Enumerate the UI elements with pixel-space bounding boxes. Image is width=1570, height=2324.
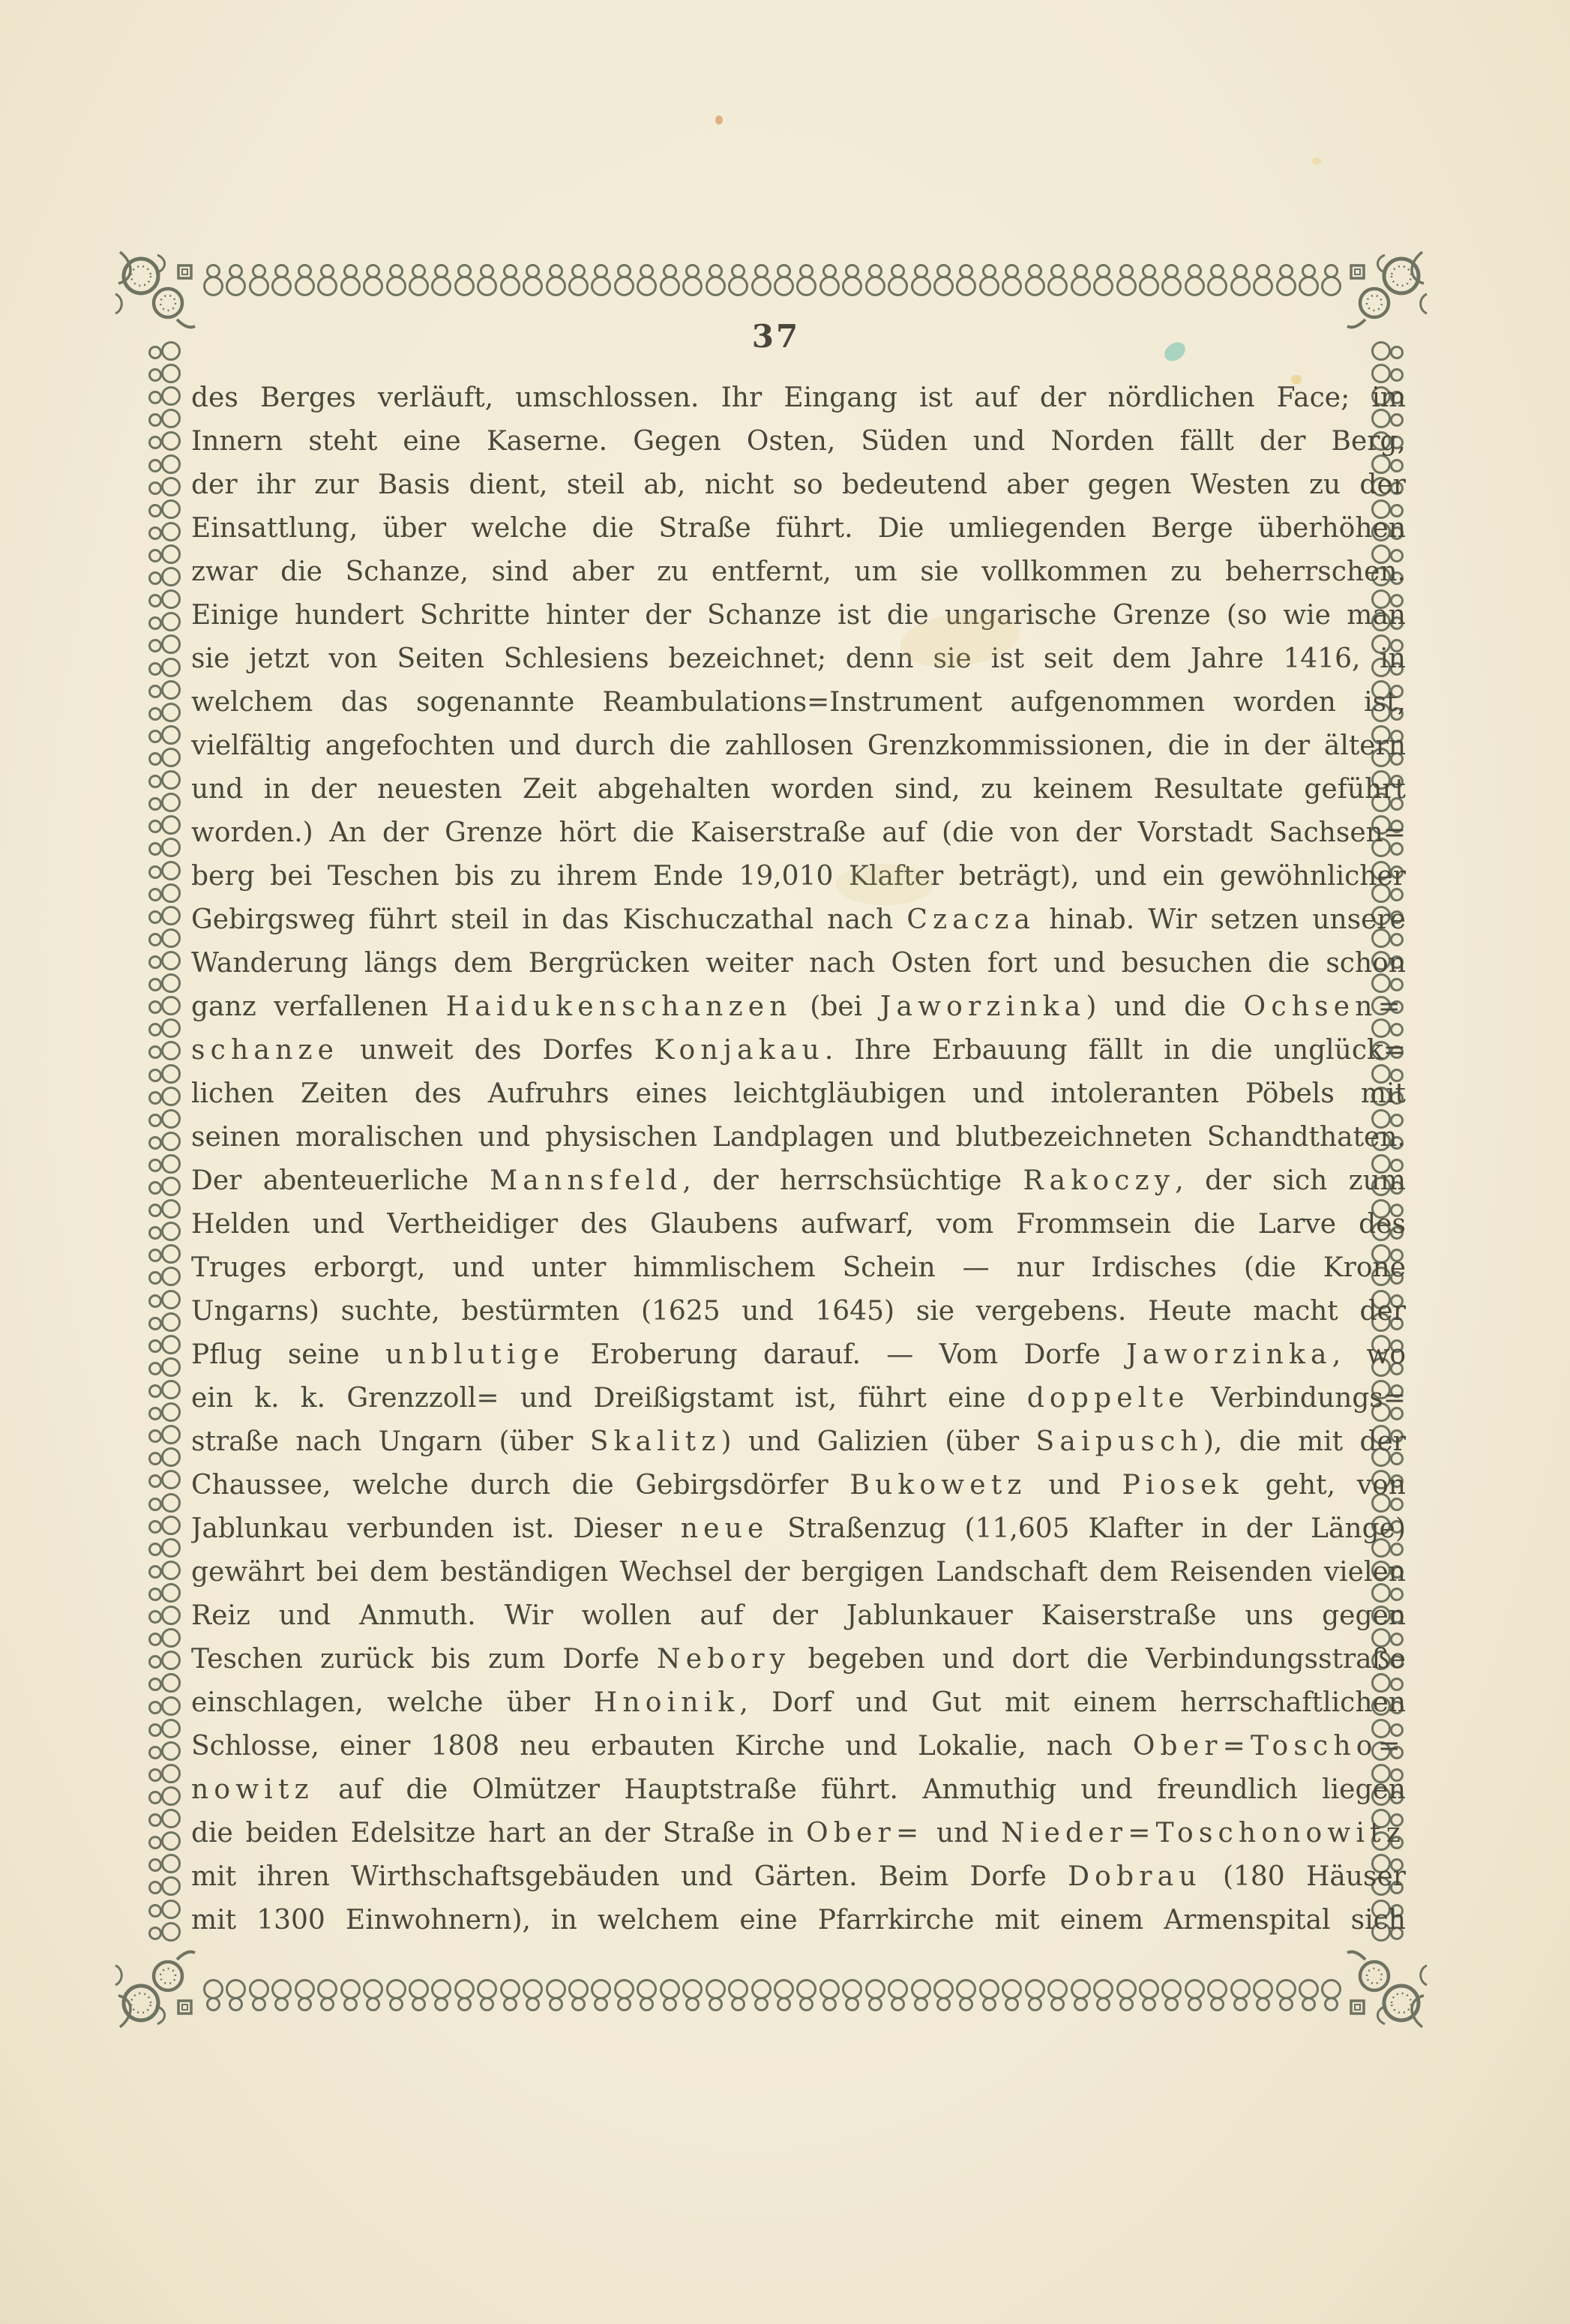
text-line-13: Gebirgsweg führt steil in das Kischuczathal nach Czacza hinab. Wir setzen unsere — [191, 904, 1406, 935]
chain-link — [658, 1978, 680, 2012]
chain-link — [149, 339, 184, 361]
text-line-2: Innern steht eine Kaserne. Gegen Osten, Süden und Norden fällt der Berg, — [191, 426, 1406, 457]
chain-link — [149, 565, 184, 587]
chain-link — [1296, 263, 1319, 298]
chain-link — [149, 1333, 184, 1355]
text-line-15: ganz verfallenen Haidukenschanzen (bei Jaworzinka) und die Ochsen= — [191, 991, 1406, 1022]
chain-link — [149, 971, 184, 994]
chain-link — [149, 587, 184, 610]
chain-link — [149, 1581, 184, 1603]
letterspaced-word: Jaworzinka — [879, 991, 1086, 1022]
chain-link — [361, 263, 383, 298]
chain-link — [149, 1355, 184, 1378]
text-line-5: zwar die Schanze, sind aber zu entfernt, um sie vollkommen zu beherrschen. — [191, 556, 1406, 587]
border-chain-left — [148, 339, 184, 1942]
chain-link — [680, 1978, 703, 2012]
chain-link — [1182, 263, 1205, 298]
chain-link — [149, 1445, 184, 1468]
chain-link — [566, 263, 589, 298]
chain-link — [1091, 1978, 1113, 2012]
text-line-14: Wanderung längs dem Bergrücken weiter nach Osten fort und besuchen die schon — [191, 948, 1406, 979]
chain-link — [149, 1897, 184, 1920]
letterspaced-word: Ober=Toscho= — [1132, 1731, 1406, 1762]
chain-link — [338, 263, 361, 298]
chain-link — [840, 1978, 862, 2012]
corner-ornament-bottom-right — [1344, 1944, 1430, 2030]
chain-link — [149, 1762, 184, 1784]
chain-link — [149, 678, 184, 700]
letterspaced-word: Nebory — [657, 1644, 791, 1675]
text-line-24: ein k. k. Grenzzoll= und Dreißigstamt ist, führt eine doppelte Verbindungs= — [191, 1383, 1406, 1414]
chain-link — [498, 1978, 520, 2012]
chain-link — [149, 1739, 184, 1762]
chain-link — [149, 1264, 184, 1287]
chain-link — [1159, 263, 1182, 298]
chain-link — [452, 263, 475, 298]
chain-link — [149, 926, 184, 949]
text-line-18: seinen moralischen und physischen Landplagen und blutbezeichneten Schandthaten. — [191, 1122, 1406, 1153]
letterspaced-word: Dobrau — [1068, 1861, 1202, 1892]
chain-link — [149, 859, 184, 881]
chain-link — [149, 1084, 184, 1107]
chain-link — [149, 1558, 184, 1581]
chain-link — [292, 1978, 315, 2012]
text-line-3: der ihr zur Basis dient, steil ab, nicht so bedeutend aber gegen Westen zu der — [191, 469, 1406, 500]
chain-link — [149, 406, 184, 429]
chain-link — [149, 1626, 184, 1648]
chain-link — [1368, 339, 1403, 361]
chain-link — [703, 263, 726, 298]
letterspaced-word: Haidukenschanzen — [445, 991, 792, 1022]
chain-link — [589, 263, 611, 298]
text-line-8: welchem das sogenannte Reambulations=Instrument aufgenommen worden ist, — [191, 687, 1406, 718]
chain-link — [149, 361, 184, 384]
letterspaced-word: Skalitz — [589, 1426, 721, 1457]
chain-link — [498, 263, 520, 298]
chain-link — [149, 1016, 184, 1039]
text-line-19: Der abenteuerliche Mannsfeld, der herrschsüchtige Rakoczy, der sich zum — [191, 1165, 1406, 1196]
chain-link — [1274, 263, 1296, 298]
chain-link — [149, 1400, 184, 1423]
chain-link — [1068, 263, 1091, 298]
chain-link — [149, 1717, 184, 1739]
chain-link — [149, 881, 184, 904]
chain-link — [520, 263, 543, 298]
chain-link — [149, 1242, 184, 1264]
body-text — [191, 376, 1406, 1942]
chain-link — [149, 384, 184, 406]
letterspaced-word: Rakoczy — [1023, 1165, 1176, 1196]
text-line-25: straße nach Ungarn (über Skalitz) und Galizien (über Saipusch), die mit der — [191, 1426, 1406, 1457]
chain-link — [149, 1039, 184, 1061]
chain-link — [931, 1978, 954, 2012]
chain-link — [703, 1978, 726, 2012]
letterspaced-word: schanze — [191, 1035, 340, 1066]
text-line-6: Einige hundert Schritte hinter der Schanze ist die ungarische Grenze (so wie man — [191, 600, 1406, 631]
chain-link — [1205, 263, 1227, 298]
text-line-16: schanze unweit des Dorfes Konjakau. Ihre Erbauung fällt in die unglück= — [191, 1035, 1406, 1066]
letterspaced-word: Hnoinik — [593, 1687, 740, 1718]
corner-ornament-top-left — [112, 249, 199, 335]
chain-link — [634, 263, 657, 298]
chain-link — [954, 1978, 976, 2012]
chain-link — [612, 263, 634, 298]
text-line-34: die beiden Edelsitze hart an der Straße in Ober= und Nieder=Toschonowitz — [191, 1818, 1406, 1849]
chain-link — [1205, 1978, 1227, 2012]
chain-link — [149, 768, 184, 790]
text-line-11: worden.) An der Grenze hört die Kaiserstraße auf (die von der Vorstadt Sachsen= — [191, 817, 1406, 848]
chain-link — [954, 263, 976, 298]
chain-link — [149, 745, 184, 768]
text-line-22: Ungarns) suchte, bestürmten (1625 und 1645) sie vergebens. Heute macht der — [191, 1296, 1406, 1327]
chain-link — [1045, 263, 1068, 298]
chain-link — [338, 1978, 361, 2012]
chain-link — [1114, 263, 1137, 298]
chain-link — [931, 263, 954, 298]
chain-link — [612, 1978, 634, 2012]
chain-link — [149, 1219, 184, 1242]
chain-link — [589, 1978, 611, 2012]
chain-link — [149, 542, 184, 565]
chain-link — [149, 1671, 184, 1693]
chain-link — [223, 263, 246, 298]
chain-link — [475, 263, 497, 298]
chain-link — [149, 723, 184, 745]
chain-link — [1159, 1978, 1182, 2012]
text-line-17: lichen Zeiten des Aufruhrs eines leichtgläubigen und intoleranten Pöbels mit — [191, 1078, 1406, 1109]
text-line-23: Pflug seine unblutige Eroberung darauf. — Vom Dorfe Jaworzinka, wo — [191, 1339, 1406, 1370]
chain-link — [680, 263, 703, 298]
chain-link — [1137, 263, 1159, 298]
chain-link — [429, 1978, 451, 2012]
chain-link — [863, 263, 885, 298]
chain-link — [149, 632, 184, 655]
chain-link — [658, 263, 680, 298]
chain-link — [149, 655, 184, 678]
chain-link — [999, 1978, 1022, 2012]
chain-link — [149, 1920, 184, 1942]
chain-link — [149, 1107, 184, 1129]
chain-link — [149, 1784, 184, 1807]
chain-link — [1274, 1978, 1296, 2012]
chain-link — [149, 1874, 184, 1897]
chain-link — [149, 1423, 184, 1445]
chain-link — [772, 263, 794, 298]
chain-link — [1114, 1978, 1137, 2012]
text-line-21: Truges erborgt, und unter himmlischem Schein — nur Irdisches (die Krone — [191, 1252, 1406, 1283]
chain-link — [149, 1829, 184, 1852]
chain-link — [909, 263, 931, 298]
chain-link — [149, 949, 184, 971]
chain-link — [149, 1694, 184, 1717]
chain-link — [840, 263, 862, 298]
chain-link — [292, 263, 315, 298]
chain-link — [1319, 1978, 1341, 2012]
text-line-4: Einsattlung, über welche die Straße führt. Die umliegenden Berge überhöhen — [191, 513, 1406, 544]
text-line-1: des Berges verläuft, umschlossen. Ihr Eingang ist auf der nördlichen Face; im — [191, 382, 1406, 413]
chain-link — [269, 263, 292, 298]
letterspaced-word: Saipusch — [1035, 1426, 1203, 1457]
chain-link — [885, 1978, 908, 2012]
chain-link — [452, 1978, 475, 2012]
chain-link — [149, 610, 184, 632]
chain-link — [247, 1978, 269, 2012]
chain-link — [149, 1197, 184, 1219]
text-line-29: Reiz und Anmuth. Wir wollen auf der Jablunkauer Kaiserstraße uns gegen — [191, 1600, 1406, 1631]
corner-ornament-bottom-left — [112, 1944, 199, 2030]
letterspaced-word: Konjakau — [654, 1035, 825, 1066]
chain-link — [149, 1648, 184, 1671]
chain-link — [149, 497, 184, 520]
chain-link — [149, 1513, 184, 1536]
text-line-12: berg bei Teschen bis zu ihrem Ende 19,010 Klafter beträgt), und ein gewöhnlicher — [191, 861, 1406, 892]
chain-link — [1251, 263, 1273, 298]
chain-link — [1228, 1978, 1251, 2012]
letterspaced-word: nowitz — [191, 1774, 314, 1805]
chain-link — [794, 1978, 816, 2012]
letterspaced-word: Piosek — [1122, 1470, 1244, 1501]
chain-link — [384, 263, 406, 298]
chain-link — [1045, 1978, 1068, 2012]
chain-link — [149, 813, 184, 835]
chain-link — [544, 263, 566, 298]
chain-link — [1023, 263, 1045, 298]
chain-link — [201, 1978, 223, 2012]
chain-link — [247, 263, 269, 298]
chain-link — [149, 1310, 184, 1333]
chain-link — [726, 1978, 748, 2012]
letterspaced-word: Nieder=Toschonowitz — [1001, 1818, 1406, 1849]
text-line-31: einschlagen, welche über Hnoinik, Dorf und Gut mit einem herrschaftlichen — [191, 1687, 1406, 1718]
chain-link — [817, 263, 840, 298]
chain-link — [1137, 1978, 1159, 2012]
text-line-35: mit ihren Wirthschaftsgebäuden und Gärten. Beim Dorfe Dobrau (180 Häuser — [191, 1861, 1406, 1892]
letterspaced-word: unblutige — [385, 1339, 565, 1370]
stain-mark — [1312, 157, 1321, 165]
chain-link — [149, 994, 184, 1016]
chain-link — [149, 1807, 184, 1829]
letterspaced-word: Mannsfeld — [490, 1165, 683, 1196]
letterspaced-word: Jaworzinka — [1126, 1339, 1332, 1370]
letterspaced-word: Ochsen= — [1243, 991, 1406, 1022]
chain-link — [863, 1978, 885, 2012]
chain-link — [149, 1536, 184, 1558]
chain-link — [544, 1978, 566, 2012]
text-line-36: mit 1300 Einwohnern), in welchem eine Pfarrkirche mit einem Armenspital sich — [191, 1905, 1406, 1936]
chain-link — [149, 520, 184, 542]
chain-link — [149, 1152, 184, 1174]
chain-link — [149, 1174, 184, 1197]
chain-link — [566, 1978, 589, 2012]
chain-link — [406, 263, 429, 298]
chain-link — [1319, 263, 1341, 298]
page-number: 37 — [751, 318, 801, 355]
chain-link — [149, 835, 184, 858]
chain-link — [999, 263, 1022, 298]
chain-link — [149, 1468, 184, 1490]
chain-link — [149, 475, 184, 497]
chain-link — [475, 1978, 497, 2012]
chain-link — [977, 1978, 999, 2012]
chain-link — [1182, 1978, 1205, 2012]
chain-link — [149, 1378, 184, 1400]
text-line-32: Schlosse, einer 1808 neu erbauten Kirche und Lokalie, nach Ober=Toscho= — [191, 1731, 1406, 1762]
chain-link — [223, 1978, 246, 2012]
chain-link — [149, 1129, 184, 1152]
chain-link — [520, 1978, 543, 2012]
chain-link — [149, 1852, 184, 1874]
text-line-9: vielfältig angefochten und durch die zahllosen Grenzkommissionen, die in der ältern — [191, 730, 1406, 761]
chain-link — [1228, 263, 1251, 298]
text-line-7: sie jetzt von Seiten Schlesiens bezeichnet; denn sie ist seit dem Jahre 1416, in — [191, 643, 1406, 674]
chain-link — [315, 1978, 337, 2012]
chain-link — [749, 1978, 772, 2012]
border-chain-top — [201, 262, 1342, 298]
text-line-20: Helden und Vertheidiger des Glaubens aufwarf, vom Frommsein die Larve des — [191, 1209, 1406, 1240]
chain-link — [1296, 1978, 1319, 2012]
chain-link — [1091, 263, 1113, 298]
chain-link — [269, 1978, 292, 2012]
chain-link — [794, 263, 816, 298]
chain-link — [977, 263, 999, 298]
chain-link — [384, 1978, 406, 2012]
letterspaced-word: neue — [680, 1513, 769, 1544]
chain-link — [149, 1062, 184, 1084]
chain-link — [749, 263, 772, 298]
stain-mark — [715, 115, 723, 124]
chain-link — [149, 1288, 184, 1310]
chain-link — [1251, 1978, 1273, 2012]
chain-link — [361, 1978, 383, 2012]
text-line-27: Jablunkau verbunden ist. Dieser neue Straßenzug (11,605 Klafter in der Länge) — [191, 1513, 1406, 1544]
chain-link — [149, 790, 184, 813]
chain-link — [149, 1491, 184, 1513]
chain-link — [149, 429, 184, 451]
letterspaced-word: doppelte — [1026, 1383, 1190, 1414]
chain-link — [201, 263, 223, 298]
chain-link — [885, 263, 908, 298]
text-line-33: nowitz auf die Olmützer Hauptstraße führt. Anmuthig und freundlich liegen — [191, 1774, 1406, 1805]
chain-link — [726, 263, 748, 298]
chain-link — [634, 1978, 657, 2012]
letterspaced-word: Bukowetz — [849, 1470, 1027, 1501]
text-line-30: Teschen zurück bis zum Dorfe Nebory begeben und dort die Verbindungsstraße — [191, 1644, 1406, 1675]
chain-link — [149, 700, 184, 723]
chain-link — [1068, 1978, 1091, 2012]
chain-link — [909, 1978, 931, 2012]
chain-link — [149, 1603, 184, 1626]
chain-link — [772, 1978, 794, 2012]
text-line-26: Chaussee, welche durch die Gebirgsdörfer Bukowetz und Piosek geht, von — [191, 1470, 1406, 1501]
letterspaced-word: Czacza — [906, 904, 1036, 935]
chain-link — [149, 904, 184, 926]
chain-link — [429, 263, 451, 298]
chain-link — [817, 1978, 840, 2012]
text-line-28: gewährt bei dem beständigen Wechsel der bergigen Landschaft dem Reisenden vielen — [191, 1557, 1406, 1588]
letterspaced-word: Ober= — [806, 1818, 924, 1849]
border-chain-bottom — [201, 1977, 1342, 2013]
chain-link — [149, 452, 184, 475]
chain-link — [315, 263, 337, 298]
chain-link — [406, 1978, 429, 2012]
text-line-10: und in der neuesten Zeit abgehalten worden sind, zu keinem Resultate geführt — [191, 774, 1406, 805]
chain-link — [1023, 1978, 1045, 2012]
